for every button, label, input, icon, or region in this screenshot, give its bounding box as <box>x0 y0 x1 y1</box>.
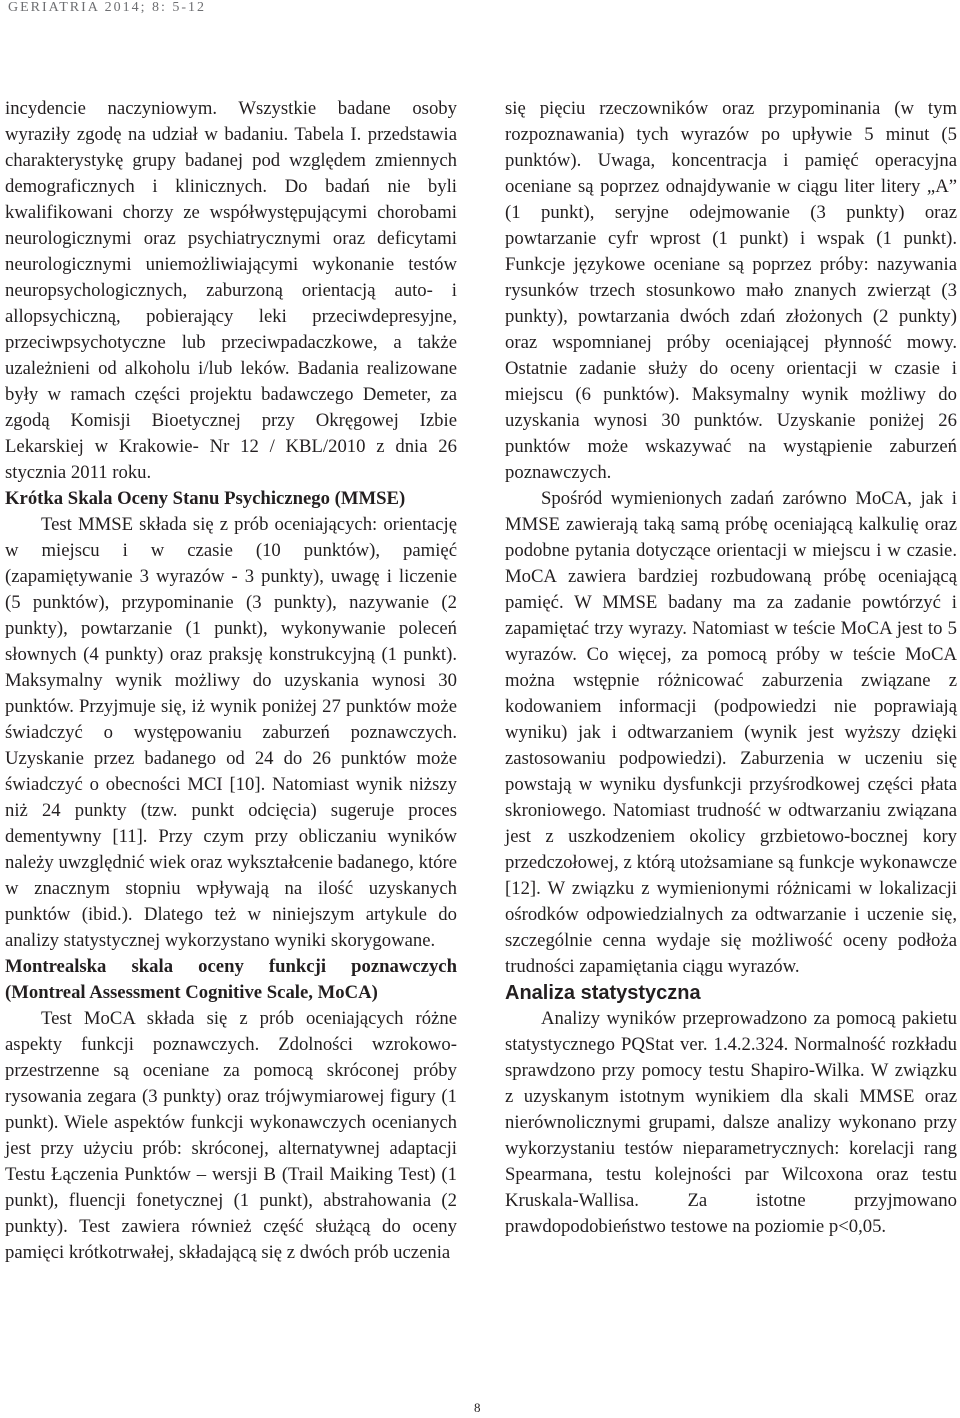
moca-continued-paragraph: się pięciu rzeczowników oraz przypominania (w tym rozpoznawania) tych wyrazów po upływie 5 minut (5 punktów). Uwaga, koncentracja i pamięć operacyjna oceniane są poprzez odnajdywanie w ciągu liter litery „A” (1 punkt), seryjne odejmowanie (3 punkty) oraz powtarzanie cyfr wprost (1 punkt) i wspak (1 punkt). Funkcje językowe oceniane są poprzez próby: nazywania rysunków trzech stosunkowo mało znanych zwierząt (3 punkty), powtarzania dwóch zdań złożonych (2 punkty) oraz wspomnianej próby oceniającej płynność mowy. Ostatnie zadanie służy do oceny orientacji w czasie i miejscu (6 punktów). Maksymalny wynik możliwy do uzyskania wynosi 30 punktów. Uzyskanie poniżej 26 punktów może wskazywać na wystąpienie zaburzeń poznawczych. <box>505 98 957 483</box>
moca-paragraph: Test MoCA składa się z prób oceniających różne aspekty funkcji poznawczych. Zdolności wzrokowo-przestrzenne są oceniane za pomocą skróconej próby rysowania zegara (3 punkty) oraz trójwymiarowej figury (1 punkt). Wiele aspektów funkcji wykonawczych ocenianych jest przy użyciu prób: skróconej, alternatywnej adaptacji Testu Łączenia Punktów – wersji B (Trail Maiking Test) (1 punkt), fluencji fonetycznej (1 punkt), abstrahowania (2 punkty). Test zawiera również część służącą do oceny pamięci krótkotrwałej, składającą się z dwóch prób uczenia <box>5 1008 457 1263</box>
stats-section-title: Analiza statystyczna <box>505 982 701 1004</box>
right-column <box>505 96 957 1240</box>
stats-paragraph: Analizy wyników przeprowadzono za pomocą pakietu statystycznego PQStat ver. 1.4.2.324. Normalność rozkładu sprawdzono przy pomocy testu Shapiro-Wilka. W związku z uzyskanym istotnym wynikiem dla skali MMSE oraz nierównolicznymi grupami, dalsze analizy wykonano przy wykorzystaniu testów nieparametrycznych: korelacji rang Spearmana, testu kolejności par Wilcoxona oraz testu Kruskala-Wallisa. Za istotne przyjmowano prawdopodobieństwo testowe na poziomie p<0,05. <box>505 1008 957 1237</box>
intro-paragraph: incydencie naczyniowym. Wszystkie badane osoby wyraziły zgodę na udział w badaniu. Tabela I. przedstawia charakterystykę grupy badanej pod względem zmiennych demograficznych i klinicznych. Do badań nie byli kwalifikowani chorzy ze współwystępującymi chorobami neurologicznymi oraz psychiatrycznymi oraz deficytami neurologicznymi uniemożliwiającymi wykonanie testów neuropsychologicznych, zaburzoną orientacją auto- i allopsychiczną, pobierający leki przeciwdepresyjne, przeciwpsychotyczne lub przeciwpadaczkowe, a także uzależnieni od alkoholu i/lub leków. Badania realizowane były w ramach części projektu badawczego Demeter, za zgodą Komisji Bioetycznej przy Okręgowej Izbie Lekarskiej w Krakowie- Nr 12 / KBL/2010 z dnia 26 stycznia 2011 roku. <box>5 98 457 483</box>
left-column <box>5 96 457 1266</box>
mmse-paragraph: Test MMSE składa się z prób oceniających: orientację w miejscu i w czasie (10 punktów), pamięć (zapamiętywanie 3 wyrazów - 3 punkty), uwagę i liczenie (5 punktów), przypominanie (3 punkty), nazywanie (2 punkty), powtarzanie (1 punkt), wykonywanie poleceń słownych (4 punkty) oraz praksję konstrukcyjną (1 punkt). Maksymalny wynik możliwy do uzyskania wynosi 30 punktów. Przyjmuje się, iż wynik poniżej 27 punktów może świadczyć o występowaniu zaburzeń poznawczych. Uzyskanie przez badanego od 24 do 26 punktów może świadczyć o obecności MCI [10]. Natomiast wynik niższy niż 24 punkty (tzw. punkt odcięcia) sugeruje proces dementywny [11]. Przy czym przy obliczaniu wyników należy uwzględnić wiek oraz wykształcenie badanego, które w znacznym stopniu wpływają na ilość uzyskanych punktów (ibid.). Dlatego też w niniejszym artykule do analizy statystycznej wykorzystano wyniki skorygowane. <box>5 514 457 951</box>
page-number: 8 <box>474 1400 481 1415</box>
journal-header: GERIATRIA 2014; 8: 5-12 <box>8 0 207 15</box>
moca-section-title: Montrealska skala oceny funkcji poznawczych (Montreal Assessment Cognitive Scale, MoCA) <box>5 956 457 1003</box>
comparison-paragraph: Spośród wymienionych zadań zarówno MoCA, jak i MMSE zawierają taką samą próbę oceniającą kalkulię oraz podobne pytania dotyczące orientacji w miejscu i w czasie. MoCA zawiera bardziej rozbudowaną próbę oceniającą pamięć. W MMSE badany ma za zadanie powtórzyć i zapamiętać trzy wyrazy. Natomiast w teście MoCA jest to 5 wyrazów. Co więcej, za pomocą próby w teście MoCA można wstępnie różnicować zaburzenia związane z kodowaniem informacji (podpowiedzi nie poprawiają wyniku) jak i odtwarzaniem (wynik jest wyższy dzięki zastosowaniu podpowiedzi). Zaburzenia w uczeniu się powstają w wyniku dysfunkcji przyśrodkowej części płata skroniowego. Natomiast trudność w odtwarzaniu związana jest z uszkodzeniem okolicy grzbietowo-bocznej kory przedczołowej, z którą utożsamiane są funkcje wykonawcze [12]. W związku z wymienionymi różnicami w lokalizacji ośrodków odpowiedzialnych za odtwarzanie i uczenie się, szczególnie cenna wydaje się możliwość oceny podłoża trudności zapamiętania ciągu wyrazów. <box>505 488 957 977</box>
mmse-section-title: Krótka Skala Oceny Stanu Psychicznego (MMSE) <box>5 488 406 509</box>
